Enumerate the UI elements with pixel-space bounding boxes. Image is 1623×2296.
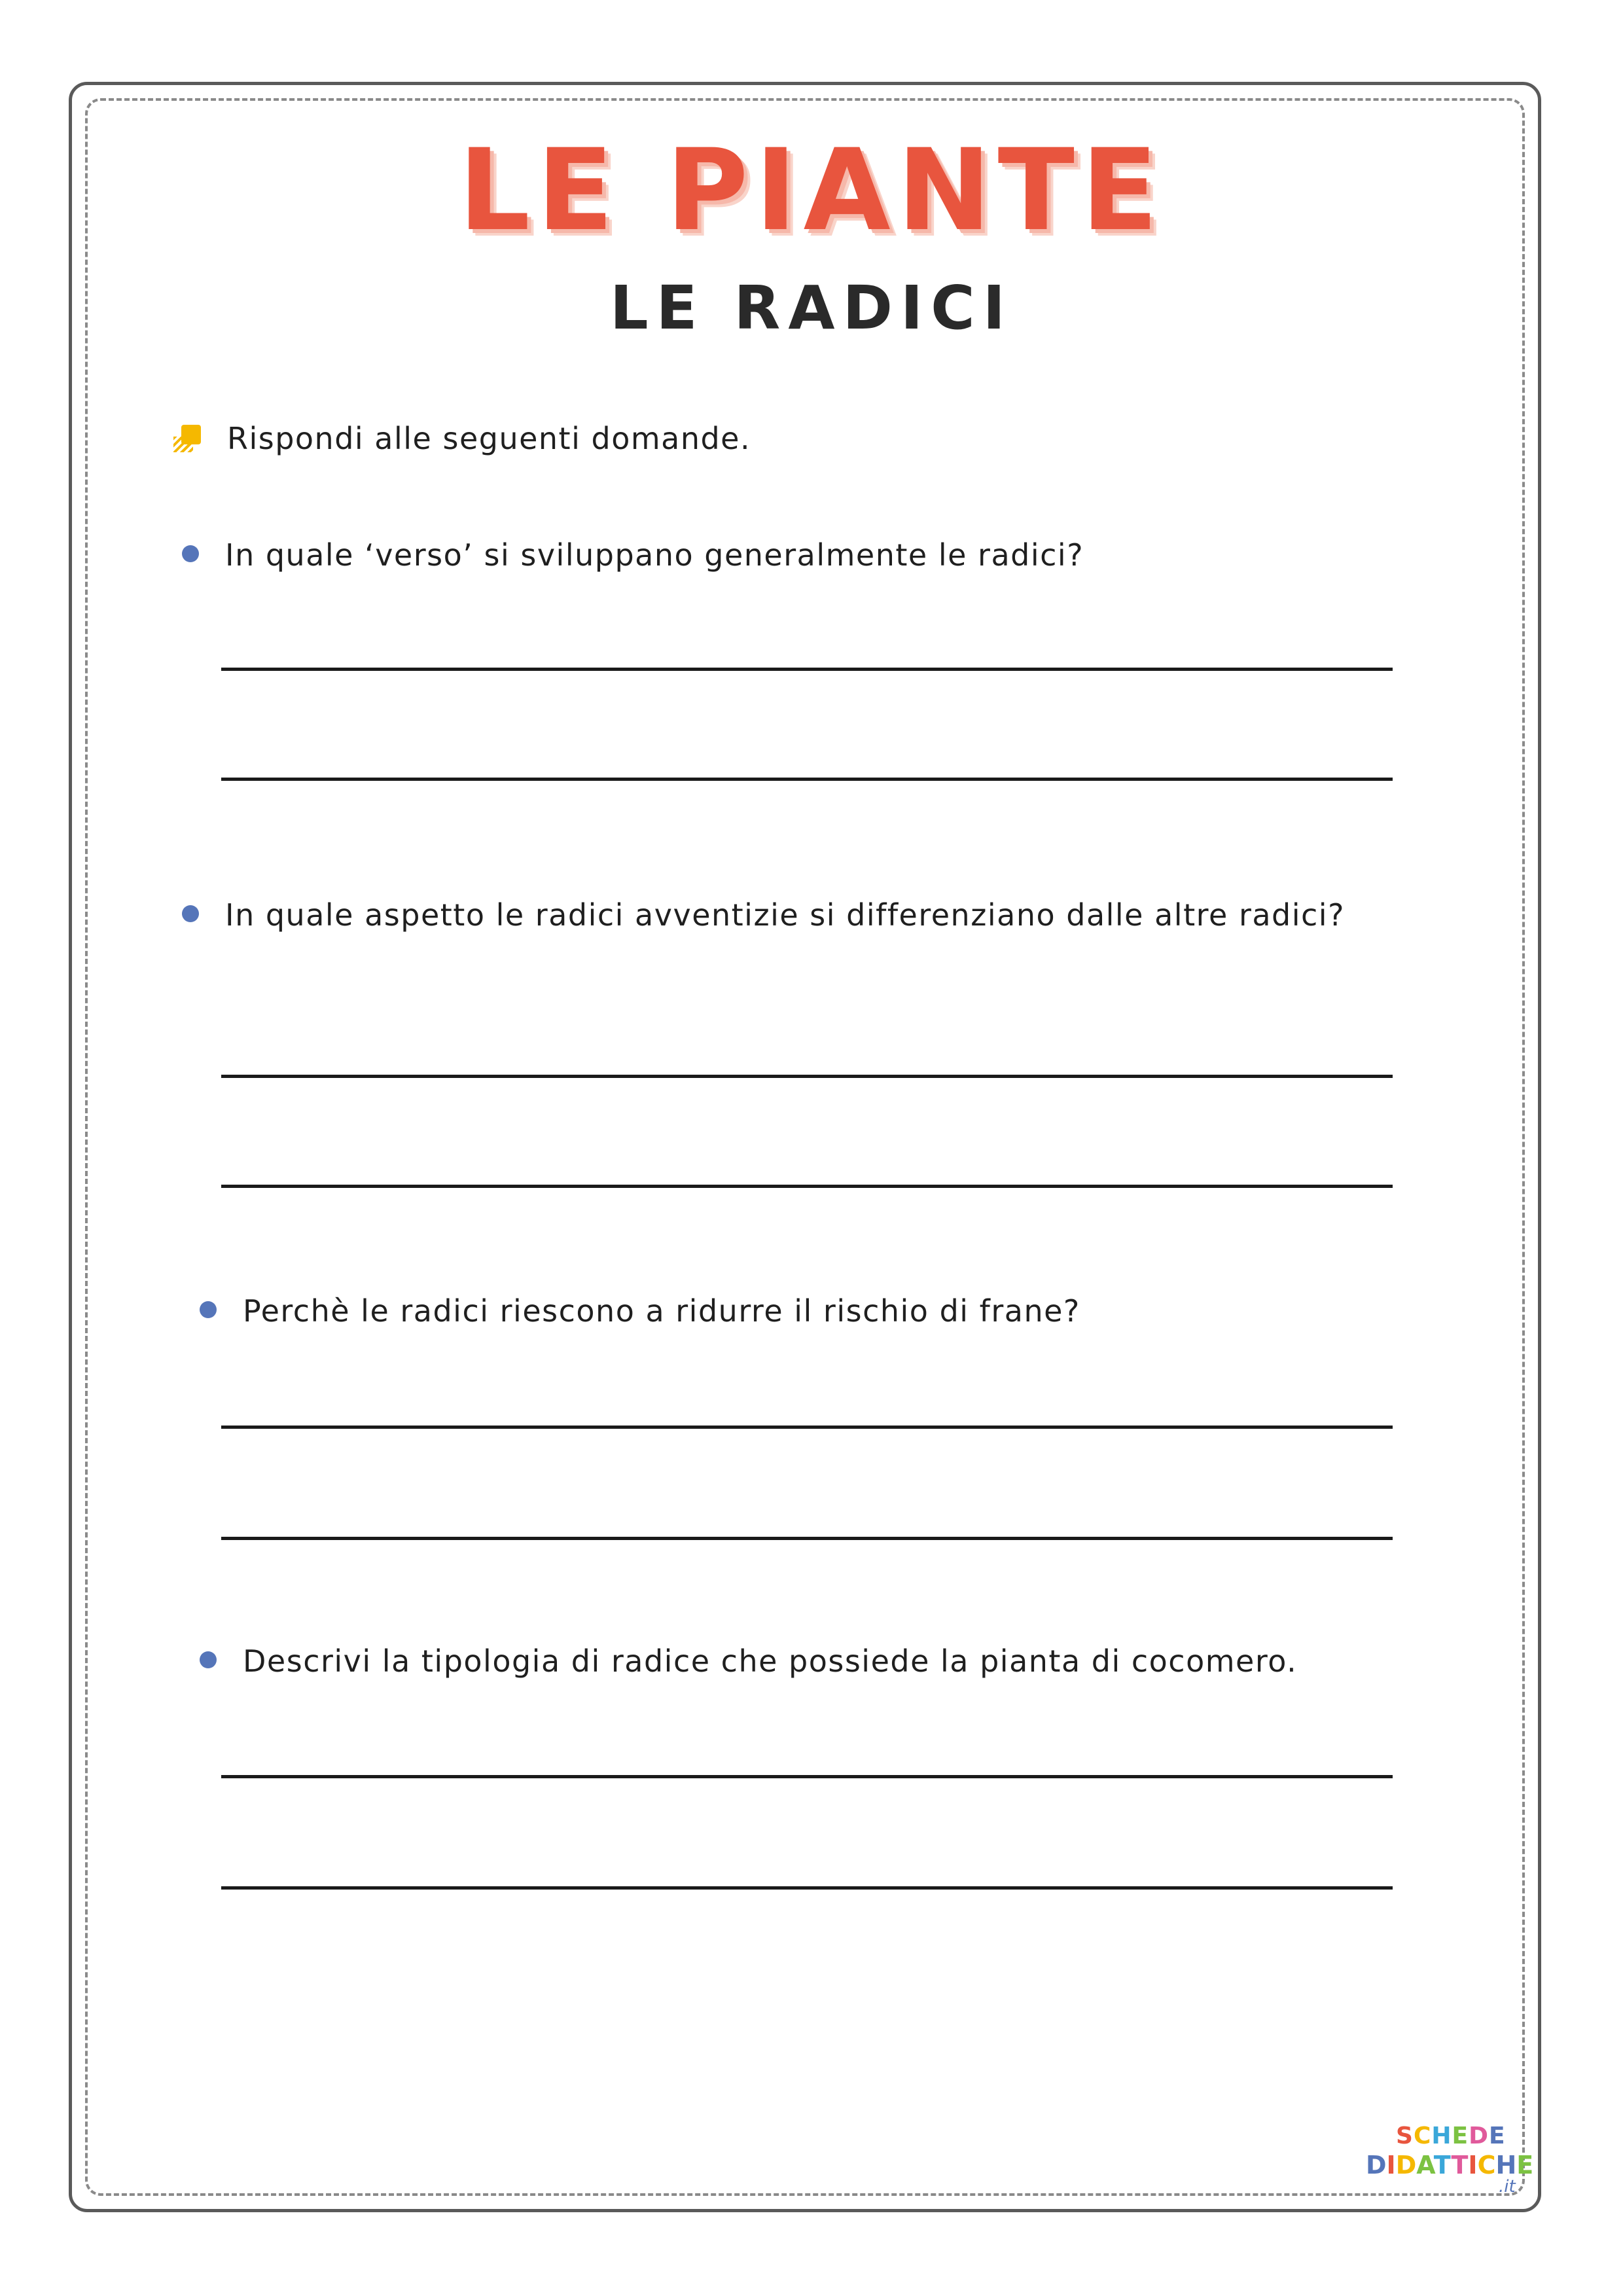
svg-text:DIDATTICHE: DIDATTICHE [1366, 2151, 1534, 2179]
question-2-text: In quale aspetto le radici avventizie si differenziano dalle altre radici? [225, 897, 1346, 933]
schede-didattiche-logo [1364, 2111, 1535, 2196]
svg-text:SCHEDE: SCHEDE [1396, 2123, 1506, 2149]
question-2 [182, 893, 1360, 937]
question-4-text: Descrivi la tipologia di radice che possiede la pianta di cocomero. [243, 1643, 1298, 1679]
svg-text:.it: .it [1499, 2177, 1516, 2196]
question-3-text: Perchè le radici riescono a ridurre il rischio di frane? [243, 1293, 1080, 1329]
page-title: LE PIANTE [458, 124, 1165, 256]
answer-line-3a[interactable] [221, 1426, 1393, 1429]
answer-line-4b[interactable] [221, 1886, 1393, 1890]
answer-line-2a[interactable] [221, 1075, 1393, 1078]
question-3 [200, 1289, 1410, 1333]
question-1-text: In quale ‘verso’ si sviluppano generalmente le radici? [225, 537, 1084, 573]
instruction-text: Rispondi alle seguenti domande. [227, 421, 751, 456]
pencil-icon [173, 425, 201, 452]
page-subtitle: LE RADICI [610, 273, 1013, 343]
answer-line-4a[interactable] [221, 1775, 1393, 1778]
answer-line-3b[interactable] [221, 1537, 1393, 1540]
bullet-icon [182, 905, 199, 922]
answer-line-2b[interactable] [221, 1185, 1393, 1188]
answer-line-1a[interactable] [221, 668, 1393, 671]
bullet-icon [200, 1301, 217, 1318]
question-4 [200, 1640, 1410, 1683]
instruction [173, 419, 751, 458]
bullet-icon [182, 545, 199, 562]
question-1 [182, 533, 1393, 577]
answer-line-1b[interactable] [221, 778, 1393, 781]
page-border-dashed [85, 98, 1525, 2196]
bullet-icon [200, 1651, 217, 1668]
